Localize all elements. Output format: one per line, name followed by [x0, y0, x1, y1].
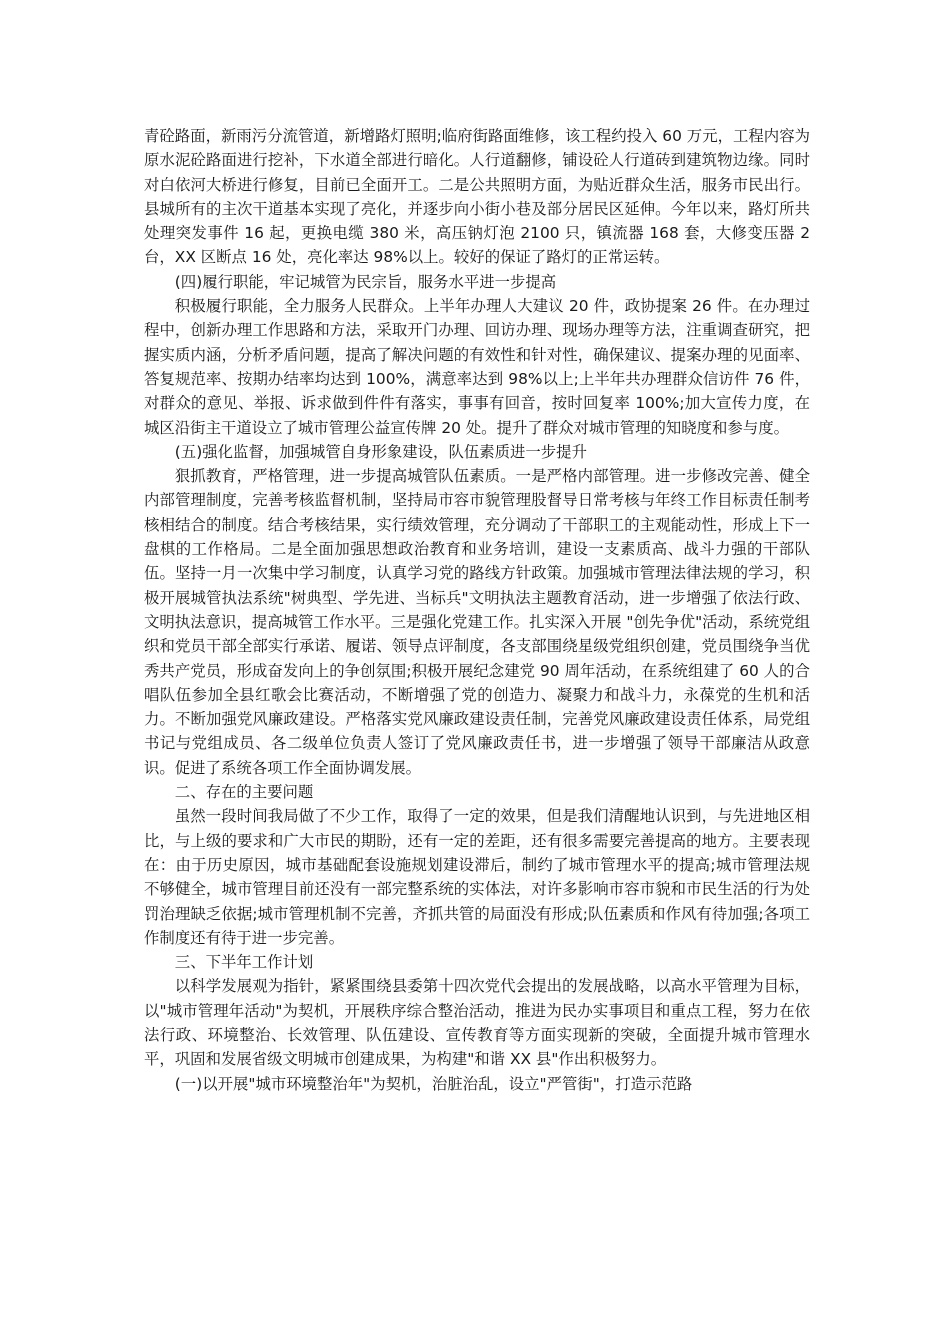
section-heading-plan-1: (一)以开展"城市环境整治年"为契机，治脏治乱，设立"严管街"，打造示范路 — [174, 1074, 693, 1093]
paragraph-supervision: 狠抓教育，严格管理，进一步提高城管队伍素质。一是严格内部管理。进一步修改完善、健全内部管理制度，完善考核监督机制，坚持局市容市貌管理股督导日常考核与年终工作目标责任制考核相结合的制度。结合考核结果，实行绩效管理，充分调动了干部职工的主观能动性，形成上下一盘棋的工作格局。二是全面加强思想政治教育和业务培训，建设一支素质高、战斗力强的干部队伍。坚持一月一次集中学习制度，认真学习党的路线方针政策。加强城市管理法律法规的学习，积极开展城管执法系统"树典型、学先进、当标兵"文明执法主题教育活动，进一步增强了依法行政、文明执法意识，提高城管工作水平。三是强化党建工作。扎实深入开展 "创先争优"活动，系统党组织和党员干部全部实行承诺、履诺、领导点评制度，各支部围绕星级党组织创建，党员围绕争当优秀共产党员，形成奋发向上的争创氛围;积极开展纪念建党 90 周年活动，在系统组建了 60 人的合唱队伍参加全县红歌会比赛活动，不断增强了党的创造力、凝聚力和战斗力，永葆党的生机和活力。不断加强党风廉政建设。严格落实党风廉政建设责任制，完善党风廉政建设责任体系，局党组书记与党组成员、各二级单位负责人签订了党风廉政责任书，进一步增强了领导干部廉洁从政意识。促进了系统各项工作全面协调发展。 — [144, 467, 810, 777]
document-page — [144, 124, 810, 1096]
paragraph-continued: 青砼路面，新雨污分流管道，新增路灯照明;临府街路面维修，该工程约投入 60 万元，工程内容为原水泥砼路面进行挖补，下水道全部进行暗化。人行道翻修，铺设砼人行道砖到建筑物边缘。同时对白依河大桥进行修复，目前已全面开工。二是公共照明方面，为贴近群众生活，服务市民出行。县城所有的主次干道基本实现了亮化，并逐步向小街小巷及部分居民区延伸。今年以来，路灯所共处理突发事件 16 起，更换电缆 380 米，高压钠灯泡 2100 只，镇流器 168 套，大修变压器 2 台，XX 区断点 16 处，亮化率达 98%以上。较好的保证了路灯的正常运转。 — [144, 127, 810, 267]
section-heading-4: (四)履行职能，牢记城管为民宗旨，服务水平进一步提高 — [174, 272, 557, 291]
section-heading-plan: 三、下半年工作计划 — [174, 953, 314, 972]
section-heading-5: (五)强化监督，加强城管自身形象建设，队伍素质进一步提升 — [174, 442, 587, 461]
paragraph-plan: 以科学发展观为指针，紧紧围绕县委第十四次党代会提出的发展战略，以高水平管理为目标，以"城市管理年活动"为契机，开展秩序综合整治活动，推进为民办实事项目和重点工程，努力在依法行政、环境整治、长效管理、队伍建设、宣传教育等方面实现新的突破，全面提升城市管理水平，巩固和发展省级文明城市创建成果，为构建"和谐 XX 县"作出积极努力。 — [144, 977, 810, 1069]
paragraph-problems: 虽然一段时间我局做了不少工作，取得了一定的效果，但是我们清醒地认识到，与先进地区相比，与上级的要求和广大市民的期盼，还有一定的差距，还有很多需要完善提高的地方。主要表现在：由于历史原因，城市基础配套设施规划建设滞后，制约了城市管理水平的提高;城市管理法规不够健全，城市管理目前还没有一部完整系统的实体法，对许多影响市容市貌和市民生活的行为处罚治理缺乏依据;城市管理机制不完善，齐抓共管的局面没有形成;队伍素质和作风有待加强;各项工作制度还有待于进一步完善。 — [144, 807, 810, 947]
paragraph-duties: 积极履行职能，全力服务人民群众。上半年办理人大建议 20 件，政协提案 26 件。在办理过程中，创新办理工作思路和方法，采取开门办理、回访办理、现场办理等方法，注重调查研究，把握实质内涵，分析矛盾问题，提高了解决问题的有效性和针对性，确保建议、提案办理的见面率、答复规范率、按期办结率均达到 100%，满意率达到 98%以上;上半年共办理群众信访件 76 件，对群众的意见、举报、诉求做到件件有落实，事事有回音，按时回复率 100%;加大宣传力度，在城区沿街主干道设立了城市管理公益宣传牌 20 处。提升了群众对城市管理的知晓度和参与度。 — [144, 297, 810, 437]
section-heading-problems: 二、存在的主要问题 — [174, 783, 314, 802]
